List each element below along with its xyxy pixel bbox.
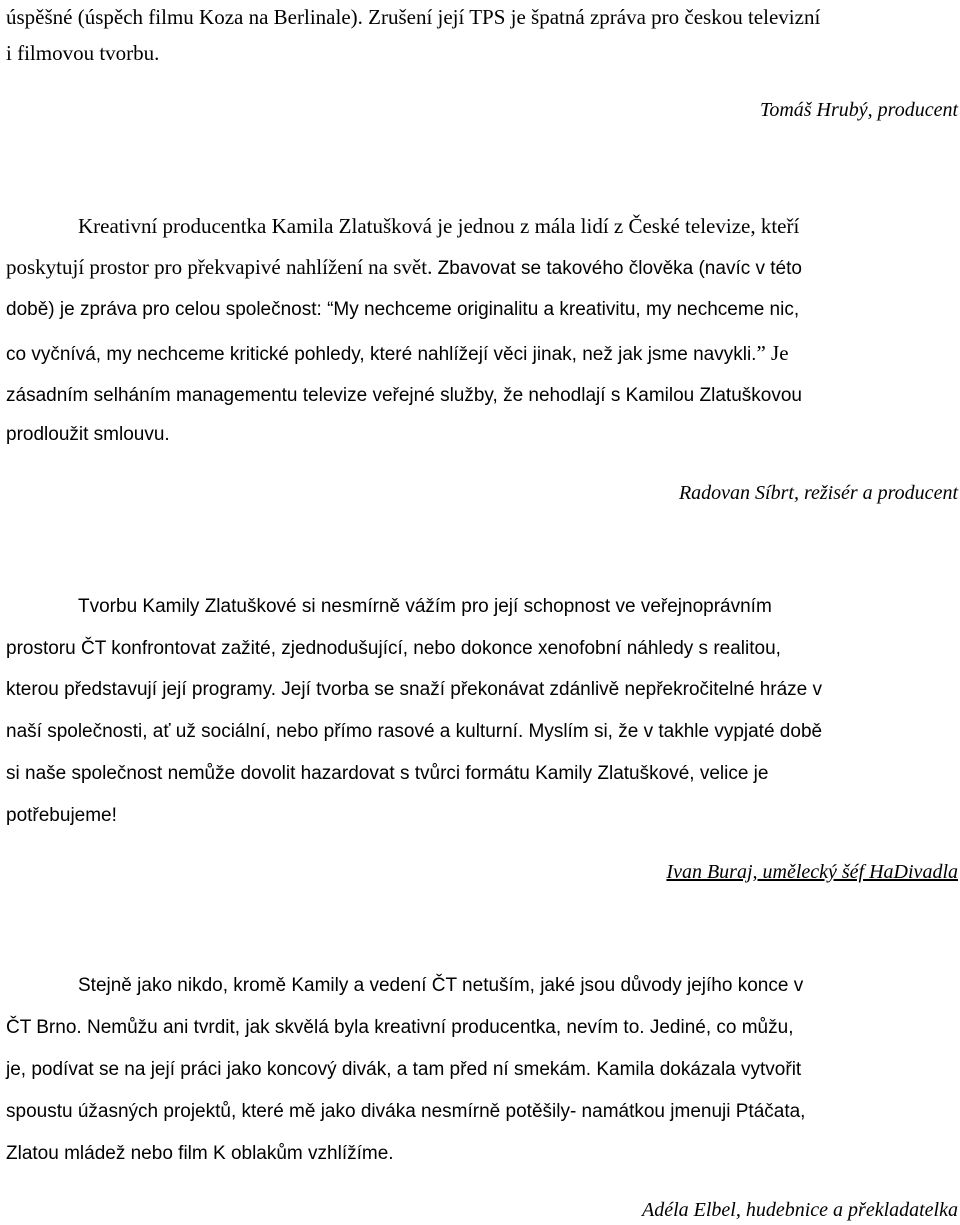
text-segment: Myslím si, že v takhle vypjaté době (523, 721, 823, 742)
paragraph-line: úspěšné (úspěch filmu Koza na Berlinale). Zrušení její TPS je špatná zpráva pro českou televizní (6, 5, 821, 29)
paragraph-line: Tvorbu Kamily Zlatuškové si nesmírně vážím pro její schopnost ve veřejnoprávním (78, 596, 772, 617)
paragraph-line: prodloužit smlouvu. (6, 424, 170, 445)
paragraph-line (6, 1057, 801, 1083)
signature-buraj: Ivan Buraj, umělecký šéf HaDivadla (666, 861, 958, 883)
paragraph-line: potřebujeme! (6, 805, 117, 826)
text-segment: Jediné, co můžu, (644, 1017, 794, 1038)
text-segment: co vyčnívá, my nechceme kritické pohledy, které nahlížejí věci jinak, než jak jsme navykli. (6, 344, 757, 365)
paragraph-line: Stejně jako nikdo, kromě Kamily a vedení ČT netuším, jaké jsou důvody jejího konce v (78, 975, 804, 996)
text-segment: Její tvorba se snaží překonávat zdánlivě nepřekročitelné hráze v (276, 679, 823, 700)
text-segment: Zbavovat se takového člověka (navíc v této (432, 258, 802, 279)
text-segment: naší společnosti, ať už sociální, nebo přímo rasové a kulturní. (6, 721, 524, 742)
text-segment: Nemůžu ani tvrdit, jak skvělá byla kreativní producentka, nevím to. (81, 1017, 645, 1038)
paragraph-line: i filmovou tvorbu. (6, 41, 160, 65)
paragraph-line: Zlatou mládež nebo film K oblakům vzhlížíme. (6, 1143, 394, 1164)
signature-sibrt: Radovan Síbrt, režisér a producent (678, 482, 958, 504)
signature-elbel: Adéla Elbel, hudebnice a překladatelka (641, 1199, 958, 1221)
text-segment: kterou představují její programy. (6, 679, 276, 700)
paragraph-line: spoustu úžasných projektů, které mě jako diváka nesmírně potěšily- namátkou jmenuji Ptáčata, (6, 1101, 806, 1122)
paragraph-line: době) je zpráva pro celou společnost: “My nechceme originalitu a kreativitu, my nechceme nic, (6, 299, 800, 320)
paragraph-line: prostoru ČT konfrontovat zažité, zjednodušující, nebo dokonce xenofobní náhledy s realitou, (6, 638, 781, 659)
paragraph-line: Kreativní producentka Kamila Zlatušková je jednou z mála lidí z České televize, kteří (78, 214, 800, 238)
text-segment: Kamila dokázala vytvořit (591, 1059, 802, 1080)
paragraph-line: zásadním selháním managementu televize veřejné služby, že nehodlají s Kamilou Zlatuškovou (6, 385, 802, 406)
text-segment: ČT Brno. (6, 1017, 82, 1038)
paragraph-line (6, 719, 822, 745)
signature-hruby: Tomáš Hrubý, producent (760, 99, 958, 121)
paragraph-line (6, 677, 822, 703)
paragraph-line (6, 254, 802, 282)
paragraph-line (6, 1015, 793, 1041)
paragraph-line: si naše společnost nemůže dovolit hazardovat s tvůrci formátu Kamily Zlatuškové, velice je (6, 763, 769, 784)
text-segment: poskytují prostor pro překvapivé nahlížení na svět. (6, 255, 433, 279)
text-segment: ” Je (756, 341, 789, 365)
paragraph-line (6, 340, 789, 368)
text-segment: je, podívat se na její práci jako koncový divák, a tam před ní smekám. (6, 1059, 592, 1080)
